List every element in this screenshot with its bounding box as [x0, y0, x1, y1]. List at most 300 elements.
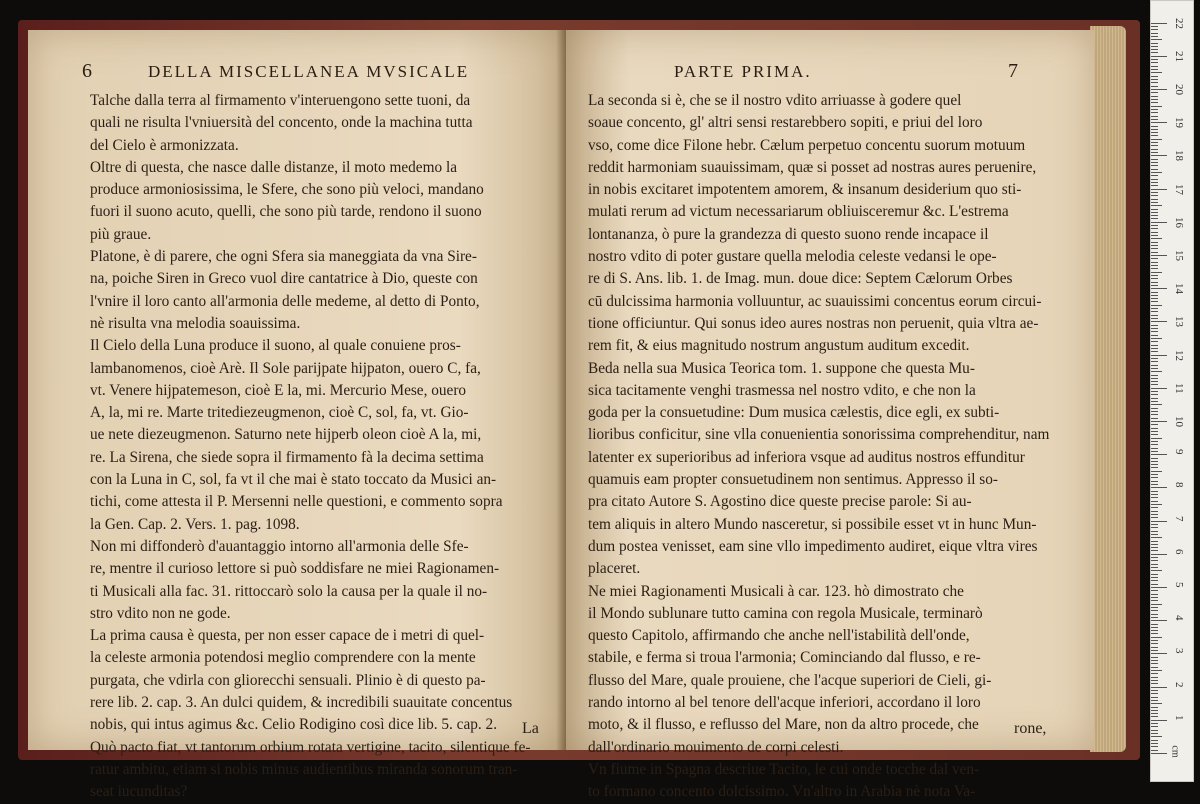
ruler-tick: [1151, 288, 1167, 289]
ruler-tick: [1151, 321, 1167, 322]
text-line: mulati rerum ad victum necessariarum obliuisceremur &c. L'estrema: [588, 203, 1009, 221]
ruler-number: 5: [1173, 582, 1185, 588]
ruler-tick: [1151, 305, 1162, 306]
ruler-tick: [1151, 723, 1158, 724]
ruler-tick: [1151, 328, 1158, 329]
text-line: nobis, qui intus agimus &c. Celio Rodigino così dice lib. 5. cap. 2.: [90, 716, 498, 734]
text-line: fuori il suono acuto, quelli, che sono più tarde, rendono il suono: [90, 203, 482, 221]
ruler-tick: [1151, 295, 1158, 296]
ruler-tick: [1151, 345, 1158, 346]
ruler-number: 8: [1173, 482, 1185, 488]
ruler-tick: [1151, 122, 1167, 123]
ruler-tick: [1151, 235, 1158, 236]
ruler-tick: [1151, 643, 1158, 644]
text-line: na, poiche Siren in Greco vuol dire cantatrice à Dio, queste con: [90, 270, 478, 288]
ruler-tick: [1151, 335, 1158, 336]
text-line: stabile, e ferma si troua l'armonia; Cominciando dal flusso, e re-: [588, 649, 981, 667]
ruler-tick: [1151, 607, 1158, 608]
text-line: reddit harmoniam suauissimam, quæ si posset ad nostras aures peruenire,: [588, 158, 1037, 176]
text-line: re, mentre il curioso lettore si può soddisfare ne miei Ragionamen-: [90, 560, 500, 578]
ruler-tick: [1151, 710, 1158, 711]
ruler-tick: [1151, 584, 1158, 585]
ruler-tick: [1151, 707, 1158, 708]
ruler-tick: [1151, 29, 1158, 30]
text-line: soaue concento, gl' altri sensi restarebbero sopiti, e priui del loro: [588, 114, 983, 132]
ruler-tick: [1151, 693, 1158, 694]
ruler-tick: [1151, 56, 1167, 57]
ruler-tick: [1151, 311, 1158, 312]
ruler-tick: [1151, 633, 1158, 634]
ruler-tick: [1151, 59, 1158, 60]
ruler-tick: [1151, 404, 1162, 405]
ruler-number: 6: [1173, 548, 1185, 555]
ruler-tick: [1151, 736, 1162, 737]
ruler-tick: [1151, 126, 1158, 127]
ruler-tick: [1151, 341, 1158, 342]
text-line: produce armoniosissima, le Sfere, che sono più veloci, mandano: [90, 181, 484, 199]
ruler-tick: [1151, 23, 1167, 24]
ruler-unit: cm: [1169, 745, 1181, 758]
ruler-tick: [1151, 517, 1158, 518]
ruler-tick: [1151, 162, 1158, 163]
ruler-tick: [1151, 232, 1158, 233]
ruler-tick: [1151, 308, 1158, 309]
ruler-tick: [1151, 265, 1158, 266]
ruler-tick: [1151, 209, 1158, 210]
ruler-tick: [1151, 388, 1167, 389]
text-line: goda per la consuetudine: Dum musica cælestis, dice egli, ex subti-: [588, 404, 1000, 422]
ruler-tick: [1151, 627, 1158, 628]
ruler-tick: [1151, 444, 1158, 445]
ruler-tick: [1151, 703, 1162, 704]
ruler-tick: [1151, 514, 1158, 515]
ruler-tick: [1151, 673, 1158, 674]
ruler-tick: [1151, 278, 1158, 279]
ruler-tick: [1151, 172, 1162, 173]
ruler-tick: [1151, 26, 1158, 27]
ruler-tick: [1151, 96, 1158, 97]
ruler-number: 3: [1173, 648, 1185, 654]
text-line: La seconda si è, che se il nostro vdito arriuasse à godere quel: [588, 92, 962, 109]
ruler-tick: [1151, 358, 1158, 359]
ruler-tick: [1151, 199, 1158, 200]
ruler-tick: [1151, 504, 1162, 505]
ruler-tick: [1151, 597, 1158, 598]
text-line: ratur ambitu, etiam si nobis minus audientibus miranda sonorum tran-: [90, 760, 518, 778]
text-line: nostro vdito di poter gustare quella melodia celeste vedansi le ope-: [588, 248, 997, 266]
left-page: [28, 30, 566, 801]
text-line: dall'ordinario mouimento de corpi celesti.: [588, 738, 844, 756]
text-line: pra citato Autore S. Agostino dice queste precise parole: Si au-: [588, 493, 972, 511]
ruler-tick: [1151, 252, 1158, 253]
text-line: lioribus conficitur, sine vlla conuenientia sonorissima comprehenditur, nam: [588, 426, 1050, 444]
ruler-tick: [1151, 66, 1158, 67]
ruler-tick: [1151, 750, 1158, 751]
ruler-tick: [1151, 49, 1158, 50]
ruler-tick: [1151, 43, 1158, 44]
ruler-tick: [1151, 477, 1158, 478]
ruler-number: 11: [1173, 382, 1185, 394]
text-line: Platone, è di parere, che ogni Sfera sia maneggiata da vna Sire-: [90, 248, 477, 266]
ruler-tick: [1151, 531, 1158, 532]
ruler-tick: [1151, 248, 1158, 249]
text-line: cū dulcissima harmonia volluuntur, ac suauissimi concentus eorum circui-: [588, 292, 1042, 310]
ruler-tick: [1151, 594, 1158, 595]
text-line: tione officiuntur. Qui sonus ideo aures nostras non peruenit, quia vltra ae-: [588, 314, 1039, 332]
text-line: Ne miei Ragionamenti Musicali à car. 123. hò dimostrato che: [588, 582, 964, 600]
text-line: ti Musicali alla fac. 31. rittoccarò solo la causa per la quale il no-: [90, 582, 488, 600]
ruler-tick: [1151, 428, 1158, 429]
ruler-tick: [1151, 318, 1158, 319]
ruler-tick: [1151, 275, 1158, 276]
ruler-tick: [1151, 670, 1162, 671]
ruler-number: 1: [1173, 714, 1185, 721]
text-line: lontananza, ò pure la grandezza di questo suono rende incapace il: [588, 225, 989, 243]
text-line: moto, & il flusso, e reflusso del Mare, non da altro procede, che: [588, 716, 979, 734]
ruler-tick: [1151, 179, 1158, 180]
ruler-tick: [1151, 272, 1162, 273]
ruler-tick: [1151, 132, 1158, 133]
ruler-tick: [1151, 567, 1158, 568]
text-line: re di S. Ans. lib. 1. de Imag. mun. doue dice: Septem Cælorum Orbes: [588, 270, 1013, 288]
ruler-tick: [1151, 135, 1158, 136]
text-line: sica tacitamente venghi trasmessa nel nostro vdito, e che non la: [588, 381, 976, 399]
ruler-tick: [1151, 657, 1158, 658]
ruler-tick: [1151, 371, 1162, 372]
ruler-tick: [1151, 740, 1158, 741]
ruler-tick: [1151, 89, 1167, 90]
ruler-tick: [1151, 683, 1158, 684]
ruler-tick: [1151, 242, 1158, 243]
ruler-tick: [1151, 720, 1167, 721]
ruler-tick: [1151, 487, 1167, 488]
text-line: nè risulta vna melodia soauissima.: [90, 314, 301, 332]
ruler-tick: [1151, 378, 1158, 379]
ruler-tick: [1151, 109, 1158, 110]
ruler-number: 20: [1173, 84, 1185, 95]
text-line: più graue.: [90, 225, 152, 243]
ruler-tick: [1151, 624, 1158, 625]
text-line: con la Luna in C, sol, fa vt il che mai è stato toccato da Musici an-: [90, 471, 497, 489]
ruler-tick: [1151, 580, 1158, 581]
text-line: La prima causa è questa, per non esser capace de i metri di quel-: [90, 627, 485, 645]
ruler-tick: [1151, 225, 1158, 226]
ruler-tick: [1151, 590, 1158, 591]
ruler-tick: [1151, 587, 1167, 588]
ruler-number: 15: [1173, 250, 1185, 261]
text-line: dum postea venisset, eam sine vllo impedimento audiret, eique vltra vires: [588, 537, 1038, 555]
ruler-tick: [1151, 677, 1158, 678]
ruler-tick: [1151, 521, 1167, 522]
ruler-tick: [1151, 348, 1158, 349]
ruler-tick: [1151, 381, 1158, 382]
ruler-tick: [1151, 39, 1162, 40]
ruler-tick: [1151, 375, 1158, 376]
ruler-tick: [1151, 351, 1158, 352]
ruler-tick: [1151, 262, 1158, 263]
ruler-number: 2: [1173, 681, 1185, 688]
ruler-tick: [1151, 165, 1158, 166]
ruler-tick: [1151, 139, 1162, 140]
text-line: seat iucunditas?: [90, 783, 188, 801]
ruler-tick: [1151, 292, 1158, 293]
ruler-tick: [1151, 119, 1158, 120]
ruler-tick: [1151, 298, 1158, 299]
ruler-tick: [1151, 424, 1158, 425]
text-line: Vn fiume in Spagna descriue Tacito, le cui onde tocche dal ven-: [588, 760, 980, 778]
text-line: lambanomenos, cioè Arè. Il Sole parijpate hijpaton, ouero C, fa,: [90, 359, 481, 377]
ruler-number: 18: [1173, 150, 1185, 162]
ruler-tick: [1151, 511, 1158, 512]
ruler-tick: [1151, 501, 1158, 502]
ruler-tick: [1151, 401, 1158, 402]
text-line: del Cielo è armonizzata.: [90, 136, 239, 154]
text-line: quali ne risulta l'vniuersità del concento, onde la machina tutta: [90, 114, 473, 132]
ruler-tick: [1151, 454, 1167, 455]
ruler-tick: [1151, 152, 1158, 153]
ruler-tick: [1151, 637, 1162, 638]
ruler-number: 16: [1173, 216, 1185, 228]
ruler-tick: [1151, 192, 1158, 193]
ruler-tick: [1151, 448, 1158, 449]
ruler-tick: [1151, 325, 1158, 326]
text-line: la celeste armonia potendosi meglio comprendere con la mente: [90, 649, 476, 667]
text-line: tichi, come attesta il P. Mersenni nelle questioni, e commento sopra: [90, 493, 503, 511]
ruler-tick: [1151, 713, 1158, 714]
text-line: Non mi diffonderò d'auantaggio intorno all'armonia delle Sfe-: [90, 537, 469, 555]
ruler-tick: [1151, 716, 1158, 717]
right-page: [566, 30, 1094, 801]
right-catchword: rone,: [1014, 720, 1047, 737]
left-page-number: 6: [82, 60, 92, 82]
ruler-tick: [1151, 52, 1158, 53]
ruler-tick: [1151, 72, 1162, 73]
ruler-tick: [1151, 570, 1162, 571]
ruler-tick: [1151, 497, 1158, 498]
ruler-tick: [1151, 258, 1158, 259]
ruler-tick: [1151, 408, 1158, 409]
ruler-tick: [1151, 36, 1158, 37]
text-line: questo Capitolo, affirmando che anche nell'istabilità dell'onde,: [588, 627, 970, 645]
ruler-number: 21: [1173, 50, 1185, 62]
text-line: placeret.: [588, 560, 641, 578]
ruler-tick: [1151, 46, 1158, 47]
ruler-tick: [1151, 82, 1158, 83]
ruler-tick: [1151, 102, 1158, 103]
ruler-tick: [1151, 361, 1158, 362]
ruler-tick: [1151, 69, 1158, 70]
ruler-tick: [1151, 92, 1158, 93]
ruler-tick: [1151, 527, 1158, 528]
text-line: re. La Sirena, che siede sopra il firmamento fà la decima settima: [90, 448, 484, 466]
text-line: rando intorno al bel tenore dell'acque inferiori, accordano il loro: [588, 694, 981, 712]
ruler-number: 22: [1173, 17, 1185, 29]
ruler-tick: [1151, 471, 1162, 472]
ruler-tick: [1151, 218, 1158, 219]
left-catchword: La: [522, 720, 539, 737]
ruler-tick: [1151, 414, 1158, 415]
ruler-tick: [1151, 610, 1158, 611]
text-line: A, la, mi re. Marte tritediezeugmenon, cioè C, sol, fa, vt. Gio-: [90, 404, 469, 422]
ruler-tick: [1151, 604, 1162, 605]
ruler-tick: [1151, 640, 1158, 641]
ruler-tick: [1151, 62, 1158, 63]
ruler-tick: [1151, 481, 1158, 482]
ruler-tick: [1151, 554, 1167, 555]
text-line: rem fit, & eius magnitudo nostrum angustum auditum excedit.: [588, 337, 970, 355]
ruler-number: 13: [1173, 316, 1185, 328]
ruler-tick: [1151, 600, 1158, 601]
ruler-tick: [1151, 391, 1158, 392]
ruler-tick: [1151, 494, 1158, 495]
ruler-tick: [1151, 142, 1158, 143]
text-line: l'vnire il loro canto all'armonia delle medeme, al detto di Ponto,: [90, 292, 480, 310]
ruler-tick: [1151, 411, 1158, 412]
text-line: rere lib. 2. cap. 3. An dulci quidem, & incredibili suauitate concentus: [90, 694, 513, 712]
ruler-tick: [1151, 474, 1158, 475]
ruler-tick: [1151, 205, 1162, 206]
ruler-tick: [1151, 202, 1158, 203]
text-line: Quò pacto fiat, vt tantorum orbium rotata vertigine, tacito, silentique fe-: [90, 738, 531, 756]
ruler-tick: [1151, 282, 1158, 283]
ruler-tick: [1151, 491, 1158, 492]
ruler-tick: [1151, 680, 1158, 681]
ruler-tick: [1151, 564, 1158, 565]
ruler-tick: [1151, 79, 1158, 80]
ruler-tick: [1151, 690, 1158, 691]
ruler-tick: [1151, 451, 1158, 452]
ruler-tick: [1151, 547, 1158, 548]
ruler-tick: [1151, 753, 1167, 754]
ruler-tick: [1151, 434, 1158, 435]
ruler-tick: [1151, 653, 1167, 654]
ruler-tick: [1151, 255, 1167, 256]
ruler-number: 9: [1173, 449, 1185, 455]
ruler-tick: [1151, 730, 1158, 731]
ruler-tick: [1151, 700, 1158, 701]
text-line: stro vdito non ne gode.: [90, 604, 231, 622]
ruler-tick: [1151, 550, 1158, 551]
ruler-tick: [1151, 667, 1158, 668]
ruler-tick: [1151, 544, 1158, 545]
ruler-tick: [1151, 467, 1158, 468]
ruler-tick: [1151, 743, 1158, 744]
text-line: quamuis eam propter consuetudinem non sentimus. Appresso il so-: [588, 471, 998, 489]
ruler-tick: [1151, 421, 1167, 422]
ruler-tick: [1151, 238, 1162, 239]
ruler-tick: [1151, 557, 1158, 558]
text-line: ue nete diezeugmenon. Saturno nete hijperb oleon cioè A la, mi,: [90, 426, 482, 444]
ruler-tick: [1151, 159, 1158, 160]
text-line: in nobis excitaret impotentem amorem, & insanum desiderium quo sti-: [588, 181, 1022, 199]
ruler-tick: [1151, 189, 1167, 190]
ruler-tick: [1151, 726, 1158, 727]
ruler-tick: [1151, 149, 1158, 150]
ruler-tick: [1151, 268, 1158, 269]
ruler-tick: [1151, 106, 1162, 107]
ruler-tick: [1151, 537, 1162, 538]
left-running-head: DELLA MISCELLANEA MVSICALE: [148, 62, 470, 81]
ruler-tick: [1151, 301, 1158, 302]
left-page-text: [90, 90, 560, 804]
ruler-tick: [1151, 182, 1158, 183]
ruler-tick: [1151, 464, 1158, 465]
ruler-tick: [1151, 33, 1158, 34]
ruler-tick: [1151, 228, 1158, 229]
ruler-tick: [1151, 222, 1167, 223]
ruler-tick: [1151, 697, 1158, 698]
ruler-tick: [1151, 245, 1158, 246]
ruler-tick: [1151, 129, 1158, 130]
ruler-tick: [1151, 285, 1158, 286]
ruler-number: 14: [1173, 283, 1185, 295]
ruler-tick: [1151, 541, 1158, 542]
ruler-tick: [1151, 438, 1162, 439]
ruler-tick: [1151, 534, 1158, 535]
text-line: flusso del Mare, quale prouiene, che l'acque superiori de Cieli, gi-: [588, 671, 992, 689]
ruler-tick: [1151, 175, 1158, 176]
ruler-tick: [1151, 398, 1158, 399]
right-page-text: [588, 90, 1074, 804]
ruler-tick: [1151, 116, 1158, 117]
ruler-number: 17: [1173, 183, 1185, 195]
ruler-tick: [1151, 331, 1158, 332]
ruler-number: 12: [1173, 349, 1185, 361]
ruler-tick: [1151, 145, 1158, 146]
ruler-tick: [1151, 86, 1158, 87]
ruler-tick: [1151, 431, 1158, 432]
ruler-tick: [1151, 461, 1158, 462]
ruler-tick: [1151, 441, 1158, 442]
ruler-tick: [1151, 660, 1158, 661]
text-line: vso, come dice Filone hebr. Cælum perpetuo concentu suorum motuum: [588, 136, 1026, 154]
ruler-tick: [1151, 687, 1167, 688]
ruler-tick: [1151, 620, 1167, 621]
ruler-tick: [1151, 418, 1158, 419]
text-line: Oltre di questa, che nasce dalle distanze, il moto medemo la: [90, 158, 457, 176]
ruler-tick: [1151, 112, 1158, 113]
ruler-tick: [1151, 195, 1158, 196]
ruler-tick: [1151, 630, 1158, 631]
ruler-tick: [1151, 338, 1162, 339]
ruler-tick: [1151, 365, 1158, 366]
ruler-tick: [1151, 155, 1167, 156]
ruler-tick: [1151, 560, 1158, 561]
text-line: purgata, che vdirla con gliorecchi sensuali. Plinio è di questo pa-: [90, 671, 486, 689]
ruler-tick: [1151, 76, 1158, 77]
text-line: vt. Venere hijpatemeson, cioè E la, mi. Mercurio Mese, ouero: [90, 381, 467, 399]
ruler-number: 10: [1173, 416, 1185, 427]
ruler-tick: [1151, 185, 1158, 186]
ruler-tick: [1151, 614, 1158, 615]
text-line: Beda nella sua Musica Teorica tom. 1. suppone che questa Mu-: [588, 359, 975, 377]
ruler-tick: [1151, 368, 1158, 369]
text-line: tem aliquis in altero Mundo nasceretur, si possibile esset vt in hunc Mun-: [588, 515, 1037, 533]
page-edges: [1090, 26, 1126, 752]
ruler-tick: [1151, 458, 1158, 459]
right-page-number: 7: [1008, 60, 1018, 82]
ruler-tick: [1151, 663, 1158, 664]
text-line: la Gen. Cap. 2. Vers. 1. pag. 1098.: [90, 515, 300, 533]
ruler-tick: [1151, 647, 1158, 648]
ruler-tick: [1151, 169, 1158, 170]
ruler-tick: [1151, 384, 1158, 385]
ruler-tick: [1151, 355, 1167, 356]
ruler-tick: [1151, 215, 1158, 216]
ruler-number: 7: [1173, 515, 1185, 522]
ruler-tick: [1151, 212, 1158, 213]
measuring-ruler: [1150, 0, 1194, 782]
